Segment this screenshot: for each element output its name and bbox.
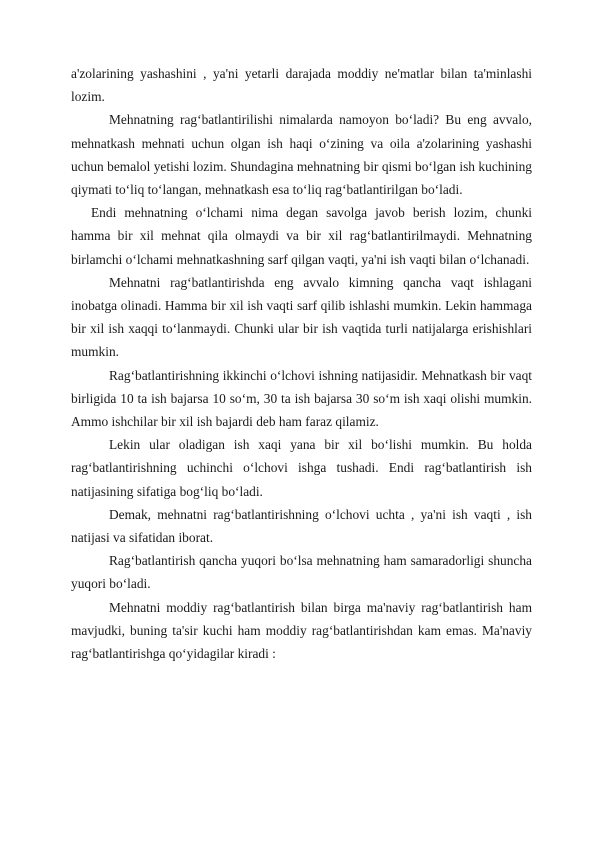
paragraph-2: Mehnatning rag‘batlantirilishi nimalarda namoyon bo‘ladi? Bu eng avvalo, mehnatkash mehnati uchun olgan ish haqi o‘zining va oila a'zolarining yashashi uchun bemalol yetishi lozim. Shundagina mehnatning bir qismi bo‘lgan ish kuchining qiymati to‘liq to‘langan, mehnatkash esa to‘liq rag‘batlantirilgan bo‘ladi. <box>71 112 532 198</box>
paragraph-6: Lekin ular oladigan ish xaqi yana bir xil bo‘lishi mumkin. Bu holda rag‘batlantirishning uchinchi o‘lchovi ishga tushadi. Endi rag‘batlantirish ish natijasining sifatiga bog‘liq bo‘ladi. <box>71 437 532 499</box>
paragraph-8: Rag‘batlantirish qancha yuqori bo‘lsa mehnatning ham samaradorligi shuncha yuqori bo‘ladi. <box>71 553 532 592</box>
paragraph-5: Rag‘batlantirishning ikkinchi o‘lchovi ishning natijasidir. Mehnatkash bir vaqt birligida 10 ta ish bajarsa 10 so‘m, 30 ta ish bajarsa 30 so‘m ish xaqi olishi mumkin. Ammo ishchilar bir xil ish bajardi deb ham faraz qilamiz. <box>71 367 532 430</box>
paragraph-3: Endi mehnatning o‘lchami nima degan savolga javob berish lozim, chunki hamma bir xil mehnat qila olmaydi va bir xil rag‘batlantirilmaydi. Mehnatning birlamchi o‘lchami mehnatkashning sarf qilgan vaqti, ya'ni ish vaqti bilan o‘lchanadi. <box>71 205 532 267</box>
document-body <box>71 62 532 665</box>
paragraph-4: Mehnatni rag‘batlantirishda eng avvalo kimning qancha vaqt ishlagani inobatga olinadi. Hamma bir xil ish vaqti sarf qilib ishlashi mumkin. Lekin hammaga bir xil ish xaqqi to‘lanmaydi. Chunki ular bir ish vaqtida turli natijalarga erishishlari mumkin. <box>71 274 532 360</box>
paragraph-7: Demak, mehnatni rag‘batlantirishning o‘lchovi uchta , ya'ni ish vaqti , ish natijasi va sifatidan iborat. <box>71 506 532 546</box>
paragraph-9: Mehnatni moddiy rag‘batlantirish bilan birga ma'naviy rag‘batlantirish ham mavjudki, buning ta'sir kuchi ham moddiy rag‘batlantirishdan kam emas. Ma'naviy rag‘batlantirishga qo‘yidagilar kiradi : <box>71 599 532 662</box>
paragraph-1: a'zolarining yashashini , ya'ni yetarli darajada moddiy ne'matlar bilan ta'minlashi lozim. <box>71 66 532 105</box>
